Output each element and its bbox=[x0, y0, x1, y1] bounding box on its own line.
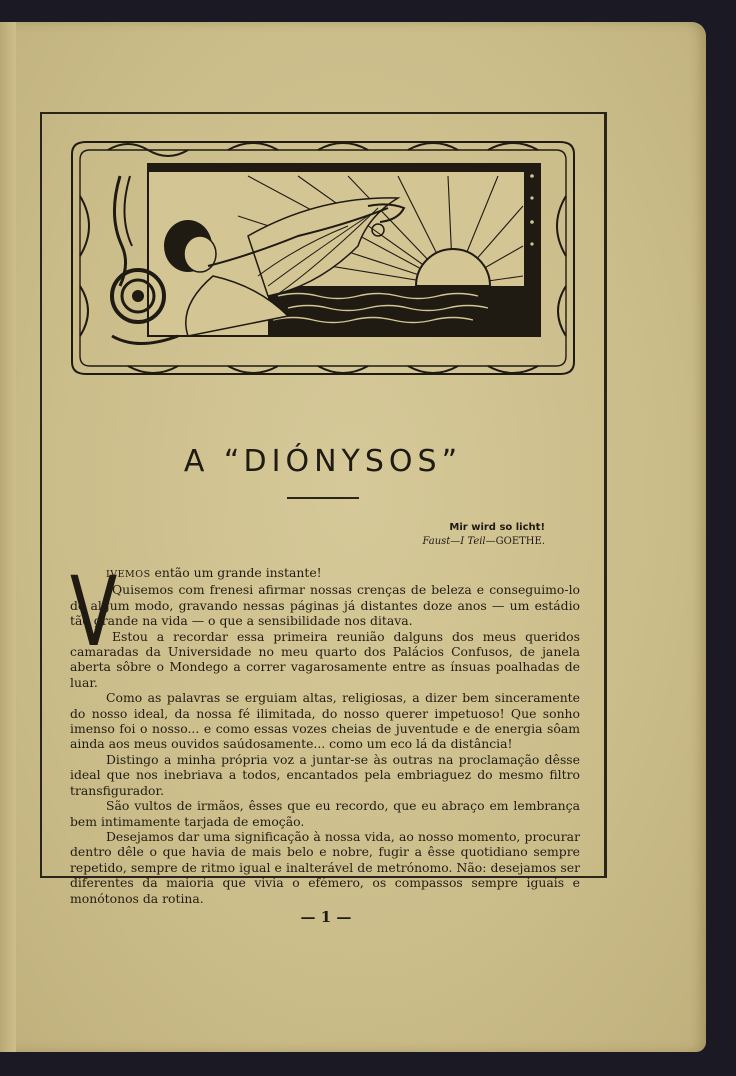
drop-cap: V bbox=[70, 556, 118, 668]
paragraph-1-text: então um grande instante! bbox=[150, 565, 322, 580]
paragraph-7: Desejamos dar uma significação à nossa vida, ao nosso momento, procurar dentro dêle o que havia de mais belo e nobre, fugir a êsse quotidiano sempre repetido, sempre de ritmo igual e inalterável de metrónomo. Não: desejamos ser diferentes da maioria que vivia o efémero, os compassos sempre iguais e monótonos da rotina. bbox=[70, 828, 580, 906]
epigraph bbox=[330, 521, 545, 549]
paragraph-2: Quisemos com frenesi afirmar nossas crenças de beleza e conseguimo-lo de algum modo, gravando nessas páginas já distantes doze anos — um estádio tão grande na vida — o que a sensibilidade nos ditava. bbox=[70, 582, 580, 629]
dionysos-figure-sunset-icon bbox=[68, 136, 578, 380]
epigraph-author: GOETHE. bbox=[495, 536, 545, 547]
paragraph-6: São vultos de irmãos, êsses que eu recordo, que eu abraço em lembrança bem intimamente tarjada de emoção. bbox=[70, 798, 580, 829]
paragraph-1 bbox=[106, 565, 580, 582]
article-body bbox=[70, 556, 580, 906]
page-gutter bbox=[0, 22, 16, 1052]
epigraph-source: Faust—I Teil—GOETHE. bbox=[422, 536, 545, 547]
paragraph-3: Estou a recordar essa primeira reunião dalguns dos meus queridos camaradas da Universidade no meu quarto dos Palácios Confusos, de janela aberta sôbre o Mondego a correr vagarosamente entre as ínsuas poalhadas de luar. bbox=[70, 628, 580, 690]
epigraph-work: Faust bbox=[422, 536, 451, 547]
epigraph-part: I Teil bbox=[460, 536, 486, 547]
article-title: A “DIÓNYSOS” bbox=[183, 444, 463, 480]
paragraph-5: Distingo a minha própria voz a juntar-se às outras na proclamação dêsse ideal que nos inebriava a todos, encantados pela embriaguez do mesmo filtro transfigurador. bbox=[70, 751, 580, 798]
opening-smallcaps: IVEMOS bbox=[106, 569, 151, 580]
page-number: — 1 — bbox=[300, 908, 352, 926]
title-divider bbox=[287, 497, 359, 499]
paragraph-4: Como as palavras se erguiam altas, religiosas, a dizer bem sinceramente do nosso ideal, da nossa fé ilimitada, do nosso querer impetuoso! Que sonho imenso foi o nosso... e como essas vozes cheias de juventude e de energia sôam ainda aos meus ouvidos saúdosamente... como um eco lá da distância! bbox=[70, 690, 580, 752]
epigraph-quote: Mir wird so licht! bbox=[449, 522, 545, 533]
